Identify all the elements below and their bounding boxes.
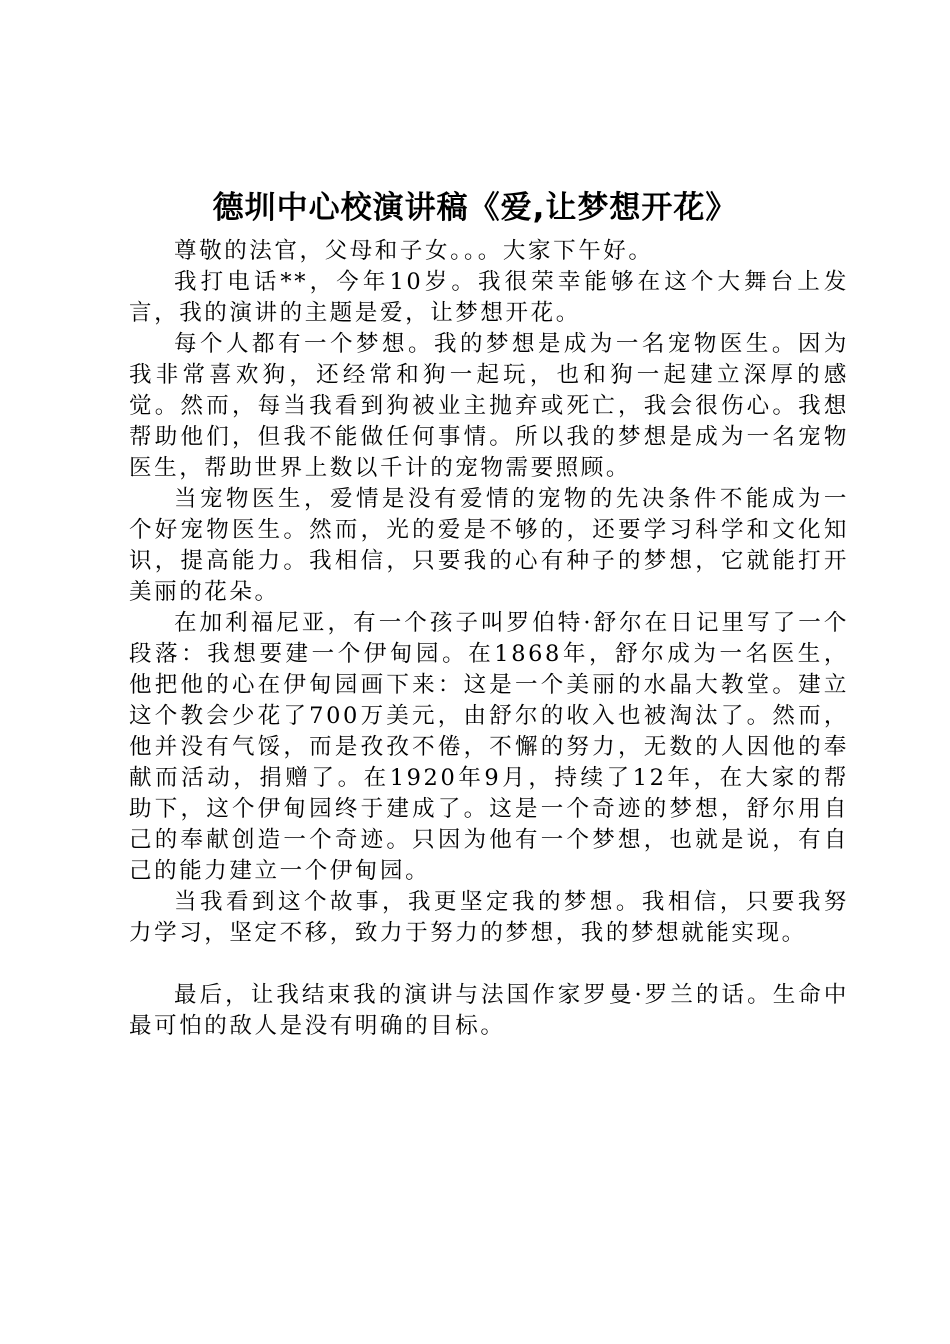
document-title: 德圳中心校演讲稿《爱,让梦想开花》 — [212, 190, 738, 226]
blank-line — [129, 949, 849, 980]
paragraph-greeting: 尊敬的法官，父母和子女。。。大家下午好。 — [174, 238, 654, 264]
document-body — [129, 236, 849, 1042]
paragraph-story: 在加利福尼亚，有一个孩子叫罗伯特·舒尔在日记里写了一个段落：我想要建一个伊甸园。在1868年，舒尔成为一名医生，他把他的心在伊甸园画下来：这是一个美丽的水晶大教堂。建立这个教会少花了700万美元，由舒尔的收入也被淘汰了。然而，他并没有气馁，而是孜孜不倦，不懈的努力，无数的人因他的奉献而活动，捐赠了。在1920年9月，持续了12年，在大家的帮助下，这个伊甸园终于建成了。这是一个奇迹的梦想，舒尔用自己的奉献创造一个奇迹。只因为他有一个梦想，也就是说，有自己的能力建立一个伊甸园。 — [129, 610, 849, 884]
paragraph-resolve: 当我看到这个故事，我更坚定我的梦想。我相信，只要我努力学习，坚定不移，致力于努力的梦想，我的梦想就能实现。 — [129, 889, 849, 946]
paragraph-closing: 最后，让我结束我的演讲与法国作家罗曼·罗兰的话。生命中最可怕的敌人是没有明确的目标。 — [129, 982, 849, 1039]
paragraph-pet-doctor: 当宠物医生，爱情是没有爱情的宠物的先决条件不能成为一个好宠物医生。然而，光的爱是不够的，还要学习科学和文化知识，提高能力。我相信，只要我的心有种子的梦想，它就能打开美丽的花朵。 — [129, 486, 849, 605]
paragraph-dream: 每个人都有一个梦想。我的梦想是成为一名宠物医生。因为我非常喜欢狗，还经常和狗一起玩，也和狗一起建立深厚的感觉。然而，每当我看到狗被业主抛弃或死亡，我会很伤心。我想帮助他们，但我不能做任何事情。所以我的梦想是成为一名宠物医生，帮助世界上数以千计的宠物需要照顾。 — [129, 331, 849, 481]
paragraph-introduction: 我打电话**，今年10岁。我很荣幸能够在这个大舞台上发言，我的演讲的主题是爱，让梦想开花。 — [129, 269, 849, 326]
